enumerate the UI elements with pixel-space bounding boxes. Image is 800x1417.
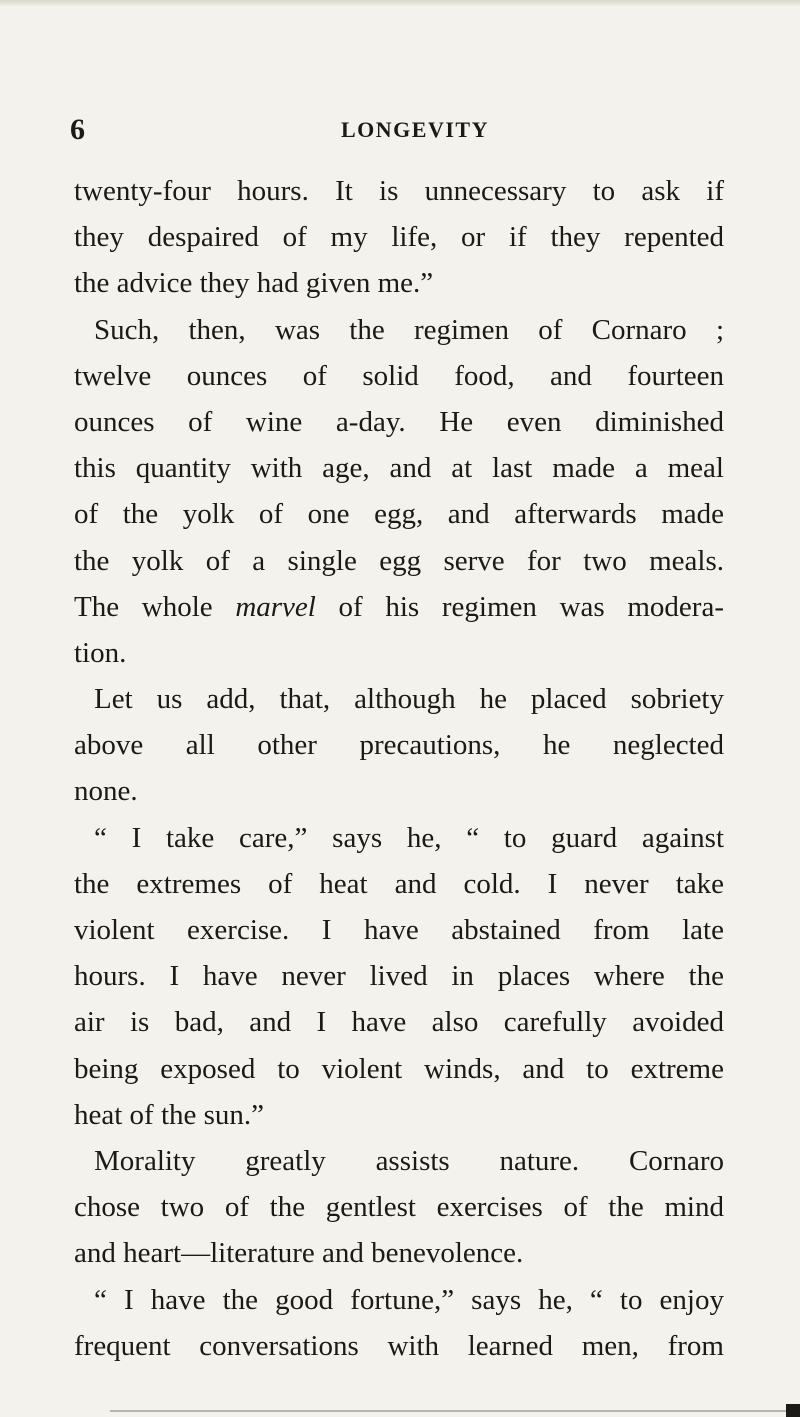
text-line: frequent conversations with learned men, from [74,1329,724,1362]
text-line: above all other precautions, he neglected [74,729,724,762]
text-line: of the yolk of one egg, and afterwards made [74,498,724,531]
text-line: and heart—literature and benevolence. [74,1237,524,1270]
text-line: the yolk of a single egg serve for two meals. [74,544,724,577]
text-line: the advice they had given me.” [74,267,434,300]
text-line: heat of the sun.” [74,1098,265,1131]
text-line: Such, then, was the regimen of Cornaro ; [94,313,724,346]
text-line: the extremes of heat and cold. I never take [74,867,724,900]
text-line: “ I have the good fortune,” says he, “ to enjoy [94,1283,724,1316]
text-line: none. [74,775,138,808]
text-line: ounces of wine a-day. He even diminished [74,405,724,438]
body-text [74,168,724,1369]
text-line: this quantity with age, and at last made a meal [74,452,724,485]
page-number: 6 [70,113,85,146]
text-line: they despaired of my life, or if they repented [74,221,724,254]
text-line: violent exercise. I have abstained from late [74,914,724,946]
text-line: Let us add, that, although he placed sobriety [94,683,724,716]
text-line: air is bad, and I have also carefully avoided [74,1006,724,1039]
page-top-edge [0,0,800,7]
text-line: twelve ounces of solid food, and fourteen [74,359,724,392]
bottom-rule [110,1410,800,1412]
text-line: Morality greatly assists nature. Cornaro [94,1144,724,1177]
text-line: hours. I have never lived in places where the [74,960,724,993]
running-head: LONGEVITY [341,117,489,142]
page-header [70,110,730,150]
corner-mark [786,1404,800,1417]
text-line: twenty-four hours. It is unnecessary to ask if [74,175,724,207]
text-line: chose two of the gentlest exercises of the mind [74,1191,724,1224]
text-line: being exposed to violent winds, and to extreme [74,1052,724,1085]
text-line: tion. [74,636,127,669]
text-line: The whole marvel of his regimen was modera- [74,590,724,623]
text-line: “ I take care,” says he, “ to guard against [94,821,724,854]
